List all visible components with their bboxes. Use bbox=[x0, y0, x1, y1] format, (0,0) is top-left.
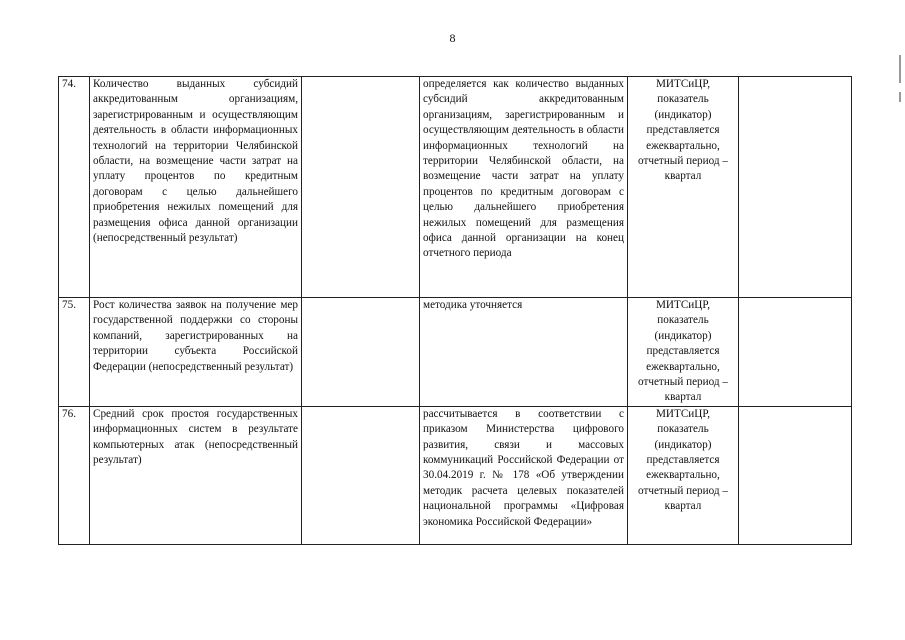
data-source: МИТСиЦР, показатель (индикатор) представляется ежеквартально, отчетный период – квартал bbox=[628, 298, 739, 407]
data-source: МИТСиЦР, показатель (индикатор) представляется ежеквартально, отчетный период – квартал bbox=[628, 406, 739, 544]
data-source: МИТСиЦР, показатель (индикатор) представляется ежеквартально, отчетный период – квартал bbox=[628, 77, 739, 298]
row-number: 74. bbox=[59, 77, 90, 298]
empty-cell bbox=[302, 77, 420, 298]
indicators-table bbox=[58, 76, 852, 545]
page-number: 8 bbox=[449, 31, 456, 45]
empty-cell bbox=[739, 77, 852, 298]
table-row bbox=[59, 77, 852, 298]
calculation-method: определяется как количество выданных субсидий аккредитованным организациям, зарегистрированным и осуществляющим деятельность в области информационных технологий на территории Челябинской области, на возмещение части затрат на уплату процентов по кредитным договорам с целью дальнейшего приобретения нежилых помещений для размещения офиса данной организации на конец отчетного периода bbox=[420, 77, 628, 298]
indicator-name: Количество выданных субсидий аккредитованным организациям, зарегистрированным и осуществляющим деятельность в области информационных технологий на территории Челябинской области, на возмещение части затрат на уплату процентов по кредитным договорам с целью дальнейшего приобретения нежилых помещений для размещения офиса данной организации (непосредственный результат) bbox=[90, 77, 302, 298]
indicator-name: Средний срок простоя государственных информационных систем в результате компьютерных атак (непосредственный результат) bbox=[90, 406, 302, 544]
scan-edge-mark bbox=[899, 92, 901, 102]
calculation-method: методика уточняется bbox=[420, 298, 628, 407]
table-row bbox=[59, 406, 852, 544]
indicator-name: Рост количества заявок на получение мер государственной поддержки со стороны компаний, зарегистрированных на территории субъекта Российской Федерации (непосредственный результат) bbox=[90, 298, 302, 407]
table-row bbox=[59, 298, 852, 407]
empty-cell bbox=[739, 298, 852, 407]
empty-cell bbox=[302, 298, 420, 407]
empty-cell bbox=[302, 406, 420, 544]
row-number: 76. bbox=[59, 406, 90, 544]
row-number: 75. bbox=[59, 298, 90, 407]
scan-edge-mark bbox=[899, 55, 901, 83]
empty-cell bbox=[739, 406, 852, 544]
calculation-method: рассчитывается в соответствии с приказом Министерства цифрового развития, связи и массовых коммуникаций Российской Федерации от 30.04.2019 г. № 178 «Об утверждении методик расчета целевых показателей национальной программы «Цифровая экономика Российской Федерации» bbox=[420, 406, 628, 544]
